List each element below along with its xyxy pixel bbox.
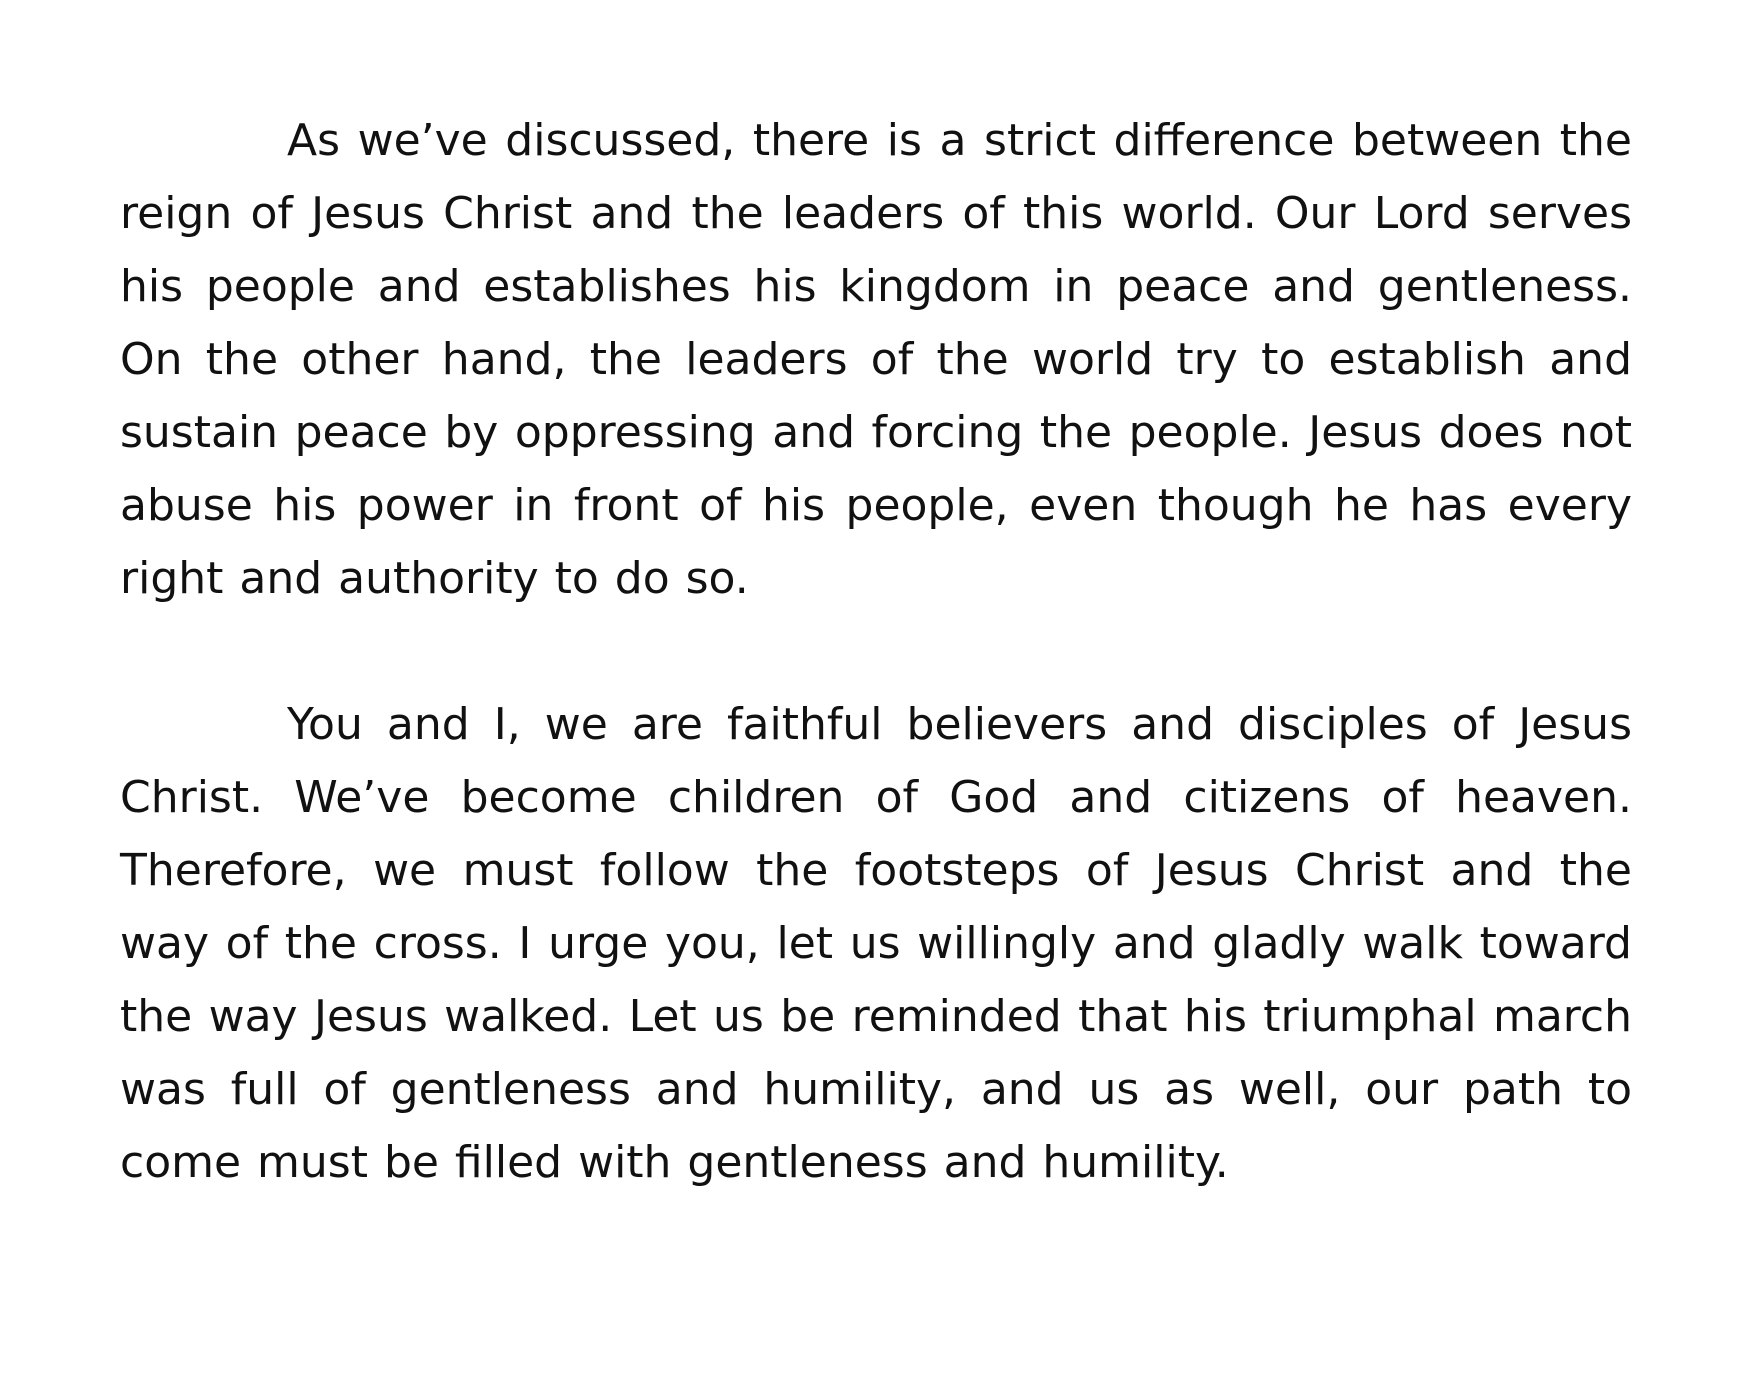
paragraph-1: As we’ve discussed, there is a strict difference between the reign of Jesus Christ and the leaders of this world. Our Lord serves his people and establishes his kingdom in peace and gentleness. On the other hand, the leaders of the world try to establish and sustain peace by oppressing and forcing the people. Jesus does not abuse his power in front of his people, even though he has every right and authority to do so. [120,115,1632,604]
document-page [120,104,1632,1199]
paragraph-2: You and I, we are faithful believers and disciples of Jesus Christ. We’ve become children of God and citizens of heaven. Therefore, we must follow the footsteps of Jesus Christ and the way of the cross. I urge you, let us willingly and gladly walk toward the way Jesus walked. Let us be reminded that his triumphal march was full of gentleness and humility, and us as well, our path to come must be filled with gentleness and humility. [120,699,1632,1188]
